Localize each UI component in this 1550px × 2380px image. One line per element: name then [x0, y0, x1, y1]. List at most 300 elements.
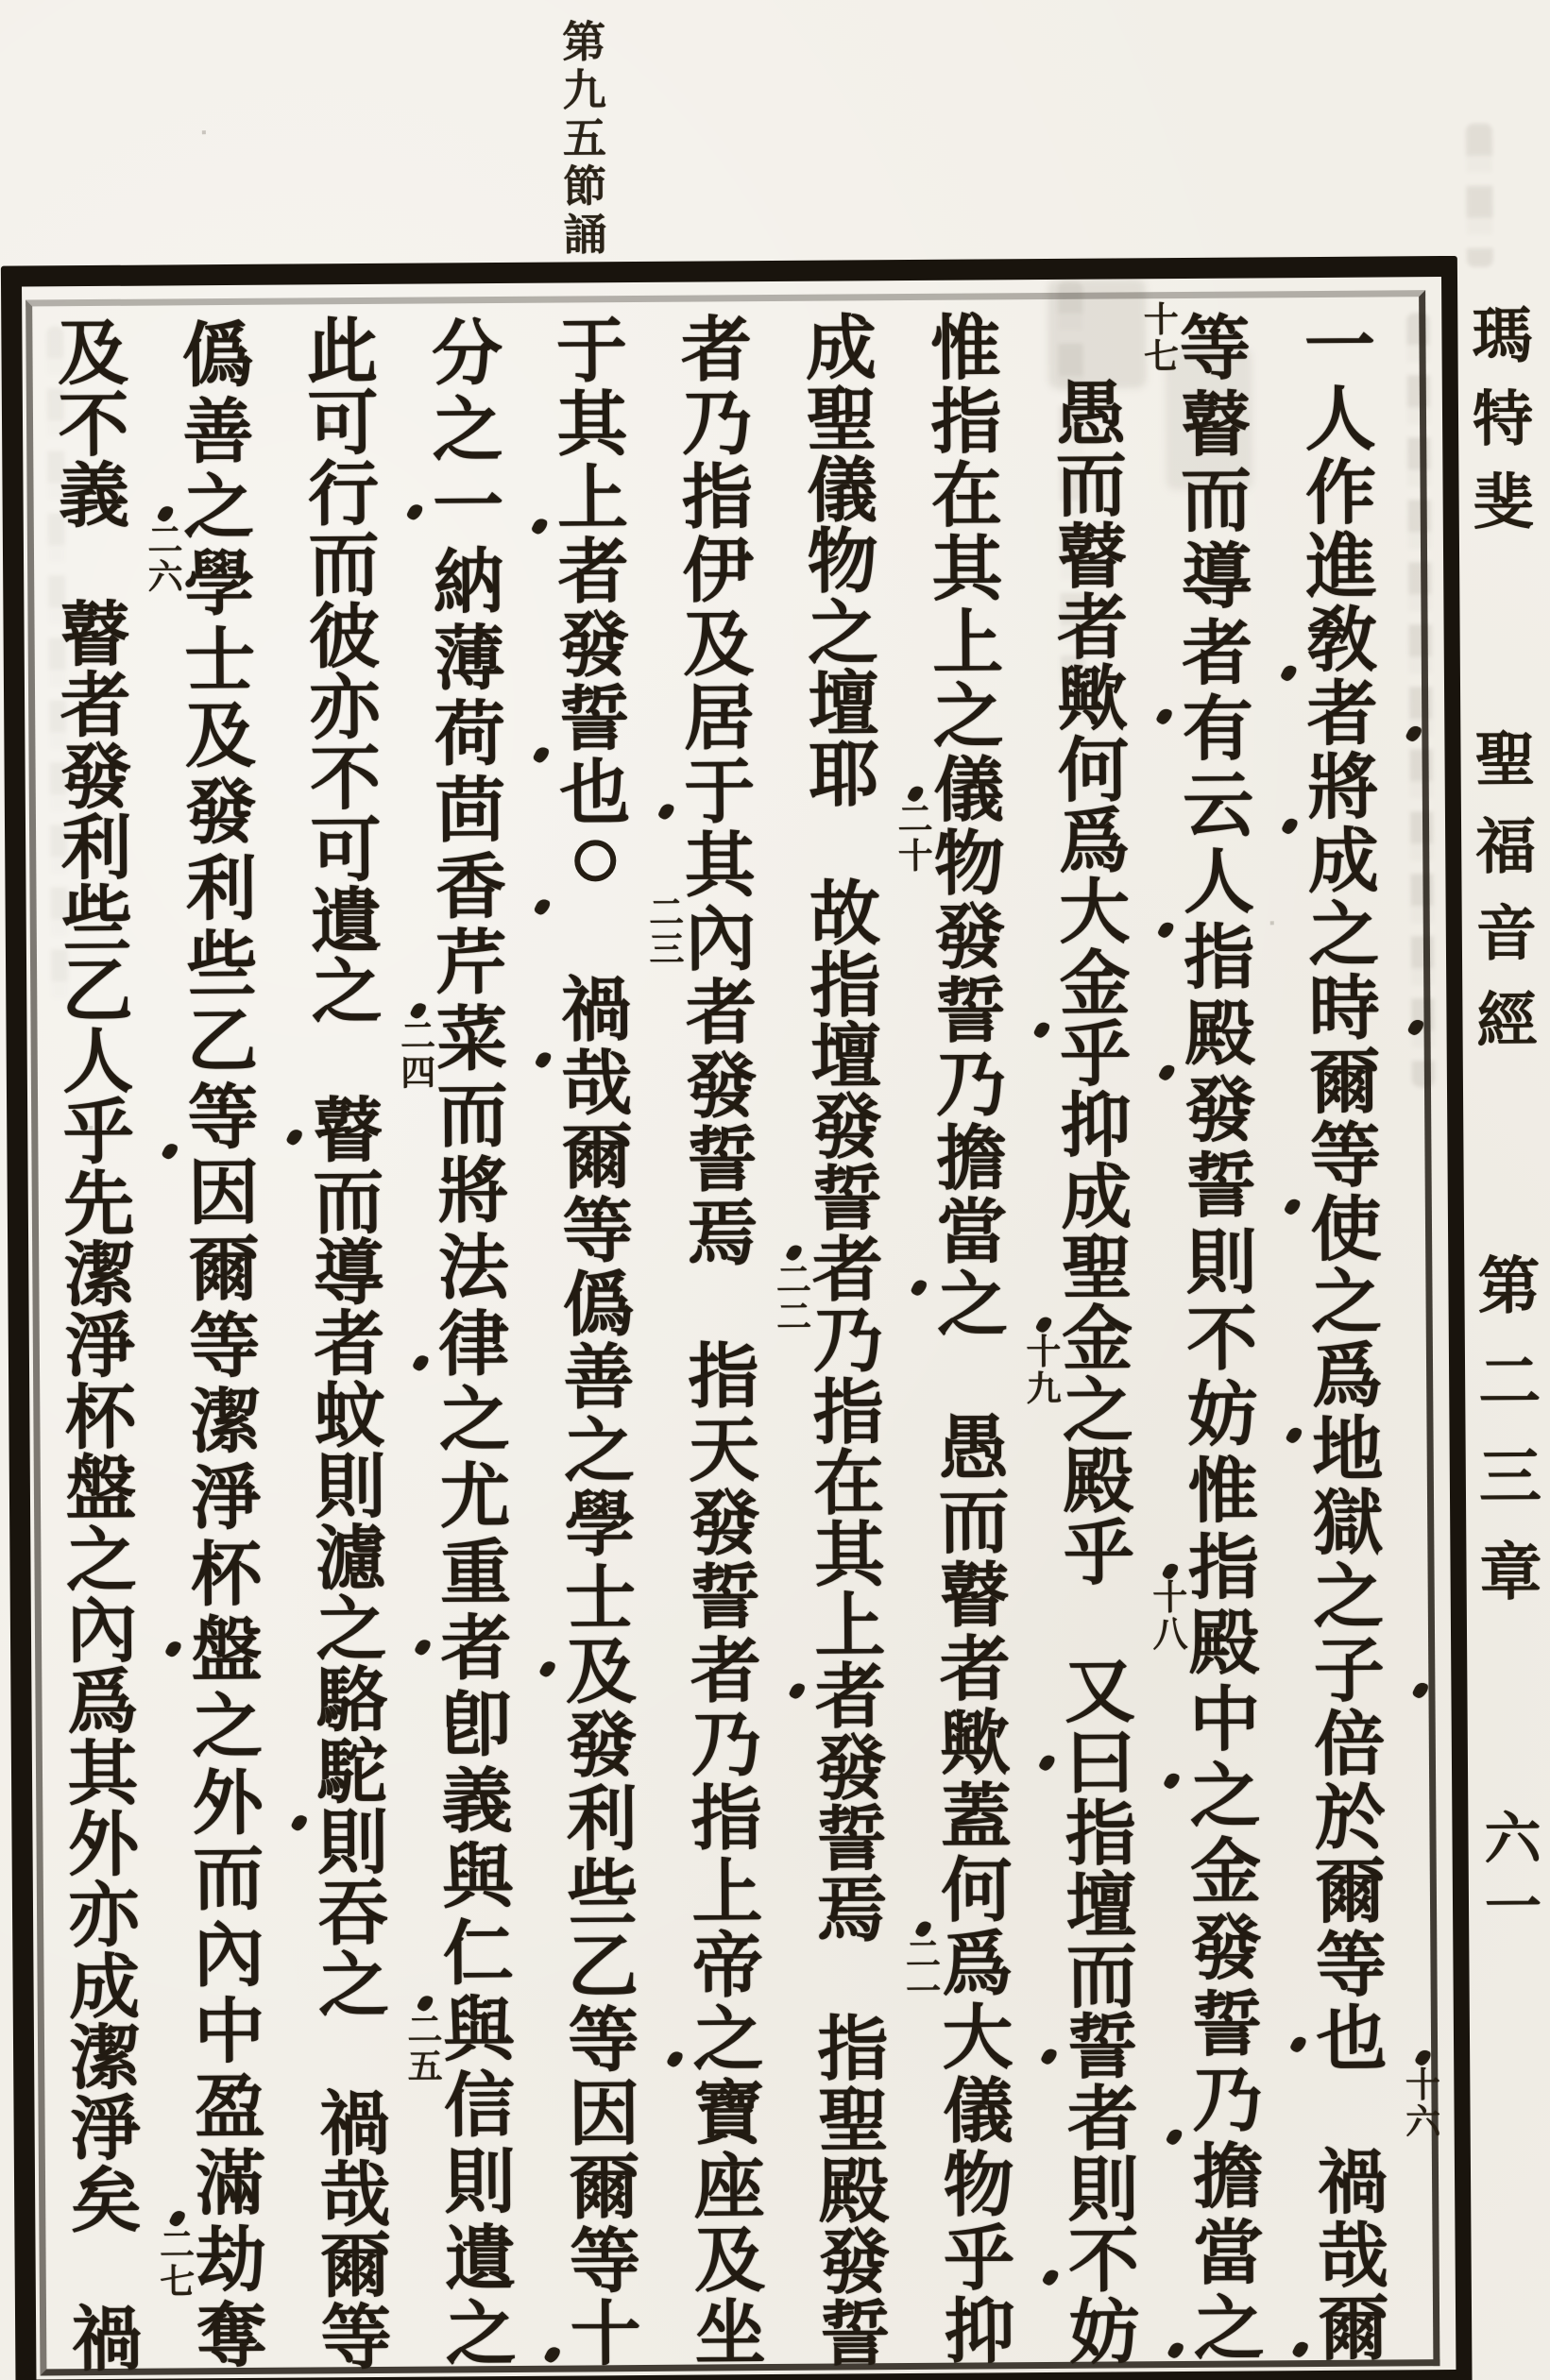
han-char: 當	[1192, 2215, 1265, 2294]
han-char: 中	[1188, 1681, 1261, 1760]
han-char: 內	[40, 1590, 165, 1661]
han-char: 作	[1304, 454, 1377, 535]
han-char: 之	[1189, 1758, 1262, 1837]
verse-number-char: 二	[159, 2226, 196, 2266]
han-char: 蚊	[314, 1377, 386, 1457]
han-char: 人	[61, 1023, 134, 1103]
han-char: 殿	[1063, 1443, 1134, 1523]
han-char: 倍	[1314, 1706, 1386, 1786]
han-char: 誓	[1165, 1980, 1290, 2058]
han-char: 一	[1303, 308, 1376, 387]
han-char: 禍	[1317, 2144, 1388, 2223]
han-char: 僞	[562, 1266, 635, 1346]
han-char: 而	[436, 1077, 508, 1157]
han-char: 等	[189, 1307, 261, 1386]
han-char: 駱	[315, 1662, 388, 1742]
han-char: 茴	[434, 772, 506, 852]
han-char: 與	[443, 1991, 515, 2071]
han-char: 惟	[1187, 1453, 1259, 1532]
han-char: 及	[57, 314, 129, 395]
chapter-heading: 第二三章	[1477, 1252, 1542, 1608]
han-char: 之	[65, 1522, 138, 1601]
han-char: 不	[58, 386, 129, 466]
han-char: 金	[1062, 1300, 1133, 1381]
han-char: 也	[1289, 1996, 1415, 2070]
han-char: 當	[936, 1193, 1008, 1273]
han-char: 哉	[319, 2156, 391, 2236]
han-char: 亦	[68, 1878, 140, 1957]
han-char: 焉	[790, 1869, 915, 1941]
han-char: 成	[805, 310, 877, 389]
han-char: 壇	[1065, 1866, 1137, 1946]
han-char: 可	[307, 384, 379, 464]
han-char: 者	[939, 1631, 1012, 1710]
han-char: 盤	[65, 1450, 137, 1530]
han-char: 滿	[195, 2145, 266, 2225]
han-char: 之	[1312, 1558, 1385, 1639]
han-char: 聖	[806, 381, 877, 461]
han-char: 殿	[818, 2153, 890, 2233]
han-char: 耶	[781, 734, 907, 806]
han-char: 指	[1187, 1529, 1260, 1608]
han-char: 之	[182, 469, 255, 549]
han-char: 瞽	[312, 1093, 384, 1172]
han-char: 之	[563, 1413, 636, 1492]
han-char: 座	[693, 2148, 765, 2228]
verse-number-char: 九	[1026, 1369, 1062, 1410]
han-char: 劫	[195, 2221, 267, 2301]
han-char: 之	[1310, 1264, 1383, 1344]
han-char: 之	[432, 391, 503, 471]
han-char: 者	[1154, 609, 1280, 687]
han-char: 指	[1184, 919, 1255, 999]
han-char: 些	[186, 926, 258, 1006]
han-char: 之	[692, 2000, 764, 2081]
han-char: 不	[309, 740, 382, 820]
bleedthrough-ghost	[1466, 124, 1493, 267]
page-number: 六一	[1484, 1808, 1542, 1939]
han-char: 而	[313, 1164, 384, 1244]
verse-number-char: 六	[147, 558, 183, 598]
han-char: 瞽	[938, 1557, 1011, 1638]
han-char: 誓	[819, 2295, 891, 2375]
han-char: 不	[1067, 2222, 1140, 2303]
text-column-7	[529, 309, 685, 2376]
han-char: 些	[60, 881, 133, 960]
han-char: 于	[683, 754, 756, 833]
han-char: 寶	[692, 2074, 765, 2154]
han-char: 云	[1156, 761, 1282, 839]
han-char: 之	[910, 1263, 1035, 1337]
han-char: 壇	[809, 1018, 882, 1097]
han-char: 時	[1282, 966, 1407, 1041]
han-char: 者	[1040, 2078, 1166, 2150]
verse-number-char: 一	[906, 1973, 942, 2013]
han-char: 發	[689, 1486, 760, 1565]
han-char: 又	[1064, 1653, 1136, 1733]
han-char: 學	[564, 1487, 636, 1566]
han-char: 爾	[561, 1118, 634, 1198]
verse-number-char: 六	[1405, 2103, 1441, 2143]
han-char: 聖	[817, 2082, 890, 2162]
han-char: 誓	[1066, 2009, 1138, 2089]
han-char: 則	[315, 1449, 386, 1528]
han-char: 妨	[1160, 1371, 1286, 1449]
han-char: 使	[1310, 1191, 1382, 1270]
han-char: 指	[1065, 1795, 1137, 1876]
han-char: 指	[681, 459, 754, 538]
han-char: 十	[570, 2296, 641, 2376]
han-char: 者	[785, 1229, 911, 1300]
han-char: 外	[165, 1759, 291, 1836]
text-column-11	[30, 313, 196, 2380]
han-char: 也	[532, 750, 657, 824]
han-char: 等	[161, 1073, 286, 1150]
han-char: 何	[1057, 731, 1130, 811]
han-char: 吞	[317, 1876, 389, 1955]
han-char: 殿	[1188, 1605, 1260, 1685]
verse-number-char: 二	[147, 521, 183, 561]
han-char: 者	[663, 1629, 789, 1704]
han-char: 其	[813, 1516, 886, 1596]
han-char: 誓	[686, 1121, 758, 1201]
han-char: 抑	[1060, 1087, 1133, 1167]
han-char: 發	[818, 2224, 891, 2304]
han-char: 者	[60, 667, 131, 747]
han-char: 乃	[1191, 2062, 1264, 2142]
han-char: 義	[31, 454, 157, 526]
han-char: 敎	[1305, 602, 1378, 682]
han-char: 爲	[1058, 803, 1130, 882]
han-char: 乎	[916, 2216, 1042, 2290]
han-char: 利	[60, 809, 132, 890]
han-char: 之	[291, 1944, 417, 2015]
han-char: 發	[1184, 1072, 1256, 1151]
han-char: 盤	[191, 1612, 263, 1692]
han-char: 仁	[442, 1914, 515, 1995]
verse-number-char: 八	[1152, 1615, 1188, 1655]
han-char: 指	[812, 1374, 885, 1454]
han-char: 發	[934, 899, 1006, 978]
han-char: 盈	[194, 2069, 266, 2149]
han-char: 蓋	[940, 1778, 1013, 1858]
book-title: 聖福音經	[1474, 726, 1538, 1055]
han-char: 進	[1305, 528, 1377, 608]
han-char: 者	[685, 974, 758, 1054]
han-char: 與	[441, 1839, 514, 1918]
han-char: 及	[565, 1634, 638, 1713]
han-char: 地	[1311, 1411, 1384, 1491]
han-char: 之	[1167, 2286, 1292, 2363]
han-char: 薄	[433, 620, 505, 700]
han-char: 歟	[1030, 657, 1156, 729]
han-char: 先	[63, 1165, 135, 1245]
main-text-block	[30, 300, 1441, 2380]
han-char: 上	[814, 1588, 886, 1667]
han-char: 誓	[558, 681, 631, 760]
han-char: 抑	[944, 2293, 1015, 2373]
han-char: 其	[684, 827, 757, 907]
han-char: 義	[441, 1762, 514, 1843]
text-column-1	[1277, 303, 1441, 2371]
han-char: 上	[691, 1854, 763, 1933]
text-column-10	[155, 312, 294, 2377]
han-char: 帝	[691, 1927, 764, 2007]
han-char: 之	[1062, 1372, 1134, 1452]
han-char: 瞽	[1056, 518, 1128, 598]
han-char: 菜	[409, 995, 535, 1073]
han-char: 內	[193, 1916, 265, 1997]
han-char: 爾	[319, 2228, 392, 2307]
han-char: 爾	[569, 2149, 640, 2229]
han-char: 發	[810, 1089, 883, 1169]
verse-number-char: 十	[1152, 1578, 1188, 1618]
han-char: 物	[807, 523, 878, 604]
han-char: 士	[183, 621, 256, 701]
han-char: 禍	[318, 2085, 391, 2166]
han-char: 其	[931, 531, 1003, 611]
han-char: 發	[60, 739, 132, 818]
han-char: 卽	[440, 1686, 513, 1766]
han-char: 之	[932, 678, 1005, 757]
han-char: 亦	[309, 669, 381, 749]
han-char: 誓	[689, 1559, 761, 1639]
han-char: 發	[815, 1729, 887, 1810]
han-char: 淨	[69, 2091, 142, 2170]
han-char: 誓	[815, 1801, 888, 1880]
han-char: 乃	[681, 385, 753, 466]
han-char: 之	[418, 2290, 544, 2368]
han-char: 成	[68, 1948, 141, 2028]
han-char: 誓	[908, 968, 1033, 1043]
han-char: 之	[807, 594, 879, 674]
han-char: 擔	[935, 1119, 1008, 1199]
han-char: 誓	[1158, 1143, 1284, 1220]
han-char: 瞽	[1180, 385, 1252, 466]
han-char: 濾	[315, 1520, 387, 1599]
han-char: 金	[1189, 1833, 1262, 1913]
han-char: 爾	[1315, 1853, 1387, 1932]
han-char: 瞽	[59, 596, 131, 676]
han-char: 遺	[444, 2219, 517, 2300]
han-char: 利	[566, 1781, 639, 1861]
han-char: 些	[567, 1854, 639, 1934]
han-char: 律	[438, 1305, 510, 1386]
han-char: 人	[1304, 381, 1376, 461]
han-char: 爲	[941, 1926, 1013, 2005]
han-char: 之	[284, 951, 410, 1023]
han-char: 指	[690, 1780, 763, 1860]
han-char: 擔	[1192, 2138, 1264, 2218]
han-char: 大	[1031, 871, 1157, 943]
han-char: 禍	[71, 2301, 143, 2380]
han-char: 及	[693, 2221, 766, 2302]
han-char: 于	[555, 313, 628, 393]
han-char: 者	[1056, 589, 1129, 669]
han-char: 等	[562, 1192, 634, 1272]
han-char: 之	[438, 1382, 511, 1461]
verse-number-char: 二	[649, 894, 685, 934]
verse-number-char: 二	[897, 801, 933, 841]
han-char: 而	[193, 1841, 264, 1920]
han-char: 善	[563, 1339, 635, 1420]
verse-number-char: 二	[776, 1298, 812, 1337]
han-char: 因	[568, 2075, 640, 2155]
verse-number-char: 十	[1026, 1333, 1062, 1373]
han-char: 惟	[929, 310, 1002, 390]
han-char: 導	[313, 1234, 385, 1315]
han-char: 於	[1314, 1779, 1387, 1859]
han-char: 之	[191, 1688, 264, 1768]
han-char: 杯	[190, 1536, 263, 1615]
han-char: 分	[431, 314, 503, 395]
han-char: 者	[557, 534, 629, 613]
han-char: 爾	[1318, 2290, 1389, 2371]
han-char: 則	[444, 2143, 516, 2223]
han-char: 發	[686, 1047, 758, 1128]
han-char: 乃	[690, 1707, 762, 1786]
han-char: 指	[809, 946, 882, 1027]
han-char: 殿	[1184, 995, 1256, 1075]
han-char: 行	[281, 452, 406, 524]
han-char: 杯	[64, 1379, 137, 1459]
han-char: 發	[1190, 1910, 1263, 1989]
han-char: 上	[931, 604, 1004, 684]
han-char: 及	[184, 698, 257, 777]
text-column-5	[775, 307, 942, 2375]
han-char: 等	[1179, 310, 1252, 389]
han-char: 子	[1286, 1628, 1412, 1703]
han-char: 士	[564, 1560, 637, 1640]
han-char: 物	[943, 2146, 1014, 2226]
han-char: 善	[182, 393, 254, 472]
han-char: 等	[569, 2222, 641, 2303]
han-char: 一	[405, 462, 531, 539]
han-char: 香	[408, 842, 534, 920]
han-char: 駝	[316, 1733, 388, 1813]
verse-number-char: 四	[400, 1054, 436, 1095]
verse-number-char: 七	[1143, 337, 1180, 378]
verse-number-char: 七	[160, 2263, 196, 2303]
han-char: 儀	[942, 2072, 1014, 2152]
han-char: 而	[1180, 462, 1252, 542]
verse-number-char: 二	[400, 1017, 436, 1058]
verse-number-char: 十	[897, 838, 933, 877]
han-char: 等	[541, 1998, 667, 2072]
han-char: 物	[933, 825, 1006, 905]
han-char: 內	[685, 900, 757, 980]
section-circle-ring	[574, 841, 616, 882]
han-char: 曰	[1038, 1722, 1164, 1794]
han-char: 者	[1280, 672, 1405, 746]
han-char: 愚	[1055, 376, 1127, 455]
han-char: 指	[688, 1338, 759, 1419]
margin-title-column	[1456, 295, 1550, 1942]
han-char: 導	[1181, 538, 1252, 618]
han-char: 焉	[660, 1191, 786, 1266]
han-char: 爾	[188, 1231, 261, 1311]
han-char: 之	[289, 1588, 415, 1659]
han-char: 金	[1059, 945, 1132, 1025]
han-char: 淨	[190, 1459, 262, 1539]
han-char: 可	[310, 811, 382, 892]
han-char: 重	[439, 1534, 512, 1614]
han-char: 乙	[186, 1002, 259, 1082]
han-char: 妨	[1042, 2291, 1167, 2363]
han-char: 坐	[694, 2295, 766, 2375]
han-char: 則	[1185, 1224, 1258, 1303]
han-char: 天	[688, 1412, 760, 1492]
han-char: 中	[194, 1993, 265, 2072]
han-char: 其	[556, 386, 628, 466]
han-char: 發	[185, 774, 257, 854]
han-char: 愚	[937, 1410, 1010, 1490]
han-char: 者	[287, 1303, 413, 1375]
han-char: 爾	[1309, 1044, 1381, 1123]
han-char: 哉	[561, 1045, 633, 1125]
han-char: 利	[185, 850, 258, 929]
han-char: 故	[809, 876, 881, 956]
han-char: 則	[1067, 2151, 1139, 2231]
text-column-4	[903, 306, 1062, 2373]
han-char: 因	[187, 1155, 260, 1234]
han-char: 淨	[64, 1308, 136, 1387]
han-char: 芹	[435, 925, 507, 1004]
han-char: 居	[683, 680, 756, 759]
han-char: 及	[682, 606, 755, 686]
han-char: 納	[433, 543, 505, 623]
han-char: 成	[1307, 823, 1380, 902]
han-char: 乃	[935, 1046, 1007, 1126]
verse-number-char: 五	[407, 2048, 443, 2087]
han-char: 等	[1309, 1117, 1382, 1197]
text-column-8	[404, 310, 543, 2375]
han-char: 潔	[189, 1384, 262, 1463]
gospel-name: 瑪特斐	[1472, 302, 1534, 536]
han-char: 指	[817, 2011, 889, 2090]
han-char: 儀	[932, 752, 1005, 831]
han-char: 其	[67, 1735, 139, 1814]
han-char: 伊	[682, 533, 754, 612]
han-char: 爲	[1311, 1337, 1383, 1418]
han-char: 人	[1183, 842, 1255, 923]
verse-number-char: 二	[775, 1261, 812, 1300]
han-char: 不	[1186, 1300, 1258, 1380]
han-char: 乃	[812, 1302, 884, 1383]
han-char: 在	[930, 457, 1003, 537]
section-circle-mark	[533, 824, 658, 898]
han-char: 而	[1055, 447, 1128, 527]
han-char: 聖	[1061, 1230, 1133, 1309]
han-char: 哉	[1317, 2218, 1389, 2297]
han-char: 則	[316, 1804, 389, 1884]
han-char: 僞	[181, 316, 254, 397]
han-char: 外	[67, 1806, 140, 1886]
han-char: 乙	[567, 1928, 639, 2008]
han-char: 荷	[407, 690, 533, 768]
han-char: 而	[308, 527, 380, 606]
han-char: 乎	[1032, 1013, 1158, 1085]
han-char: 成	[1060, 1159, 1133, 1238]
han-char: 發	[557, 607, 630, 687]
han-char: 何	[941, 1852, 1013, 1931]
han-char: 在	[813, 1445, 885, 1524]
han-char: 此	[306, 314, 379, 393]
han-char: 有	[1182, 690, 1254, 771]
han-char: 指	[930, 383, 1002, 464]
han-char: 誓	[810, 1160, 883, 1240]
han-char: 者	[414, 1605, 539, 1682]
